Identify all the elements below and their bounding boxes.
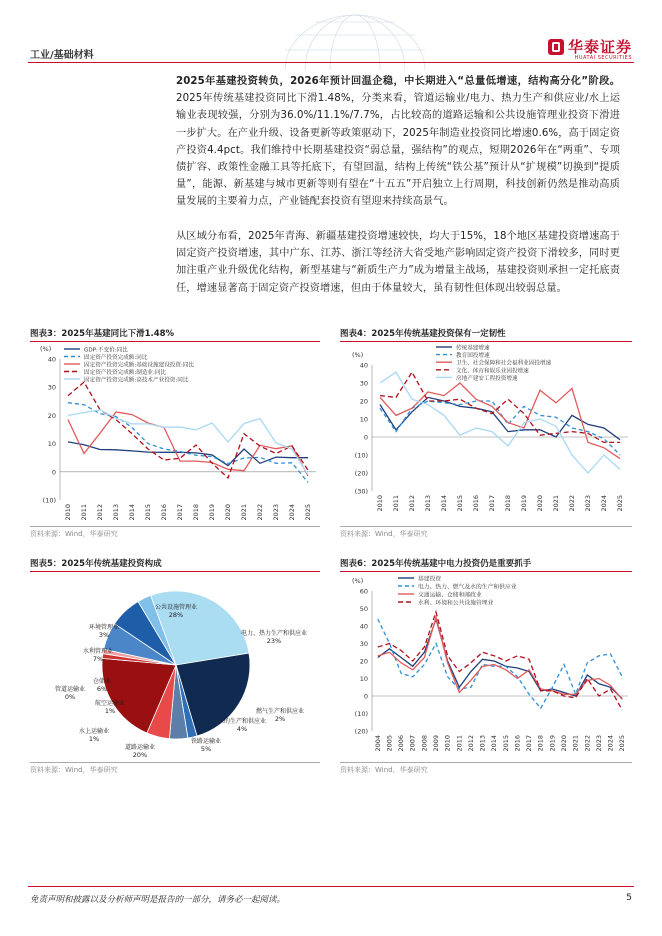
pie-label-0: 公共设施管理业	[154, 604, 198, 611]
fig6-title: 图表6：2025年传统基建中电力投资仍是重要抓手	[340, 559, 532, 569]
legend-label-3: 文化、体育和娱乐业固投增速	[456, 368, 529, 375]
y-tick-label: 10	[359, 675, 368, 683]
y-tick-label: 30	[47, 383, 56, 392]
x-tick-label: 2016	[160, 504, 168, 521]
series-line-3	[380, 372, 620, 442]
fig5-source: 资料来源：Wind，华泰研究	[30, 766, 118, 774]
x-tick-label: 2025	[616, 495, 624, 512]
series-line-3	[68, 382, 308, 478]
y-tick-label: 30	[359, 640, 368, 648]
fig5-rule	[30, 571, 320, 572]
brand-name-cn: 华泰证券	[567, 38, 632, 56]
section-title: 工业/基础材料	[30, 50, 94, 61]
y-tick-label: 0	[363, 433, 368, 442]
x-tick-label: 2014	[128, 504, 136, 521]
x-tick-label: 2023	[272, 504, 280, 521]
y-tick-label: 20	[359, 397, 368, 406]
x-tick-label: 2004	[373, 735, 382, 752]
brand-name-en: HUATAI SECURITIES	[574, 55, 632, 61]
legend-label-3: 固定资产投资完成额:制造业:同比	[84, 370, 167, 376]
x-tick-label: 2012	[408, 495, 416, 512]
pie-pct-6: 1%	[88, 735, 100, 743]
fig5-title: 图表5：2025年传统基建投资构成	[30, 559, 162, 569]
x-tick-label: 2015	[501, 735, 510, 752]
x-tick-label: 2012	[96, 504, 104, 521]
x-tick-label: 2010	[376, 495, 384, 512]
pie-pct-8: 0%	[64, 693, 76, 701]
legend-label-0: GDP:不变价:同比	[84, 347, 128, 354]
y-tick-label: 40	[47, 355, 56, 364]
footer-rule	[28, 886, 634, 887]
legend-label-2: 卫生、社会保障和社会福利业固投增速	[456, 360, 552, 367]
x-tick-label: 2020	[560, 735, 568, 752]
pie-pct-10: 7%	[92, 655, 104, 663]
pie-label-7: 航空运输业	[94, 700, 126, 707]
x-tick-label: 2024	[606, 735, 615, 752]
legend-label-1: 教育固投增速	[456, 353, 490, 360]
fig6-chart	[340, 573, 632, 761]
paragraph-2-body: 从区域分布看，2025年青海、新疆基建投资增速较快，均大于15%，18个地区基建投资增速高于固定资产投资增速，其中广东、江苏、浙江等经济大省受地产影响固定资产投资下滑较多，同时更加注重产业升级优化结构，新型基建与“新质生产力”成为增量主战场，基建投资则承担一定托底责任，增速显著高于固定资产投资增速，但由于体量较大，虽有韧性但体现出较弱总量。	[176, 231, 620, 294]
x-tick-label: 2010	[443, 735, 452, 752]
header-rule	[28, 62, 634, 63]
pie-label-11: 环境管理业	[88, 624, 120, 631]
legend-label-0: 传统基建增速	[456, 345, 490, 352]
globe-watermark	[270, 10, 440, 70]
pie-pct-4: 5%	[200, 745, 212, 753]
x-tick-label: 2020	[536, 495, 544, 512]
x-tick-label: 2017	[488, 495, 496, 512]
x-tick-label: 2007	[408, 735, 417, 752]
pie-label-3: 水的生产和供应业	[217, 718, 267, 725]
fig4-rule	[340, 341, 632, 342]
x-tick-label: 2011	[455, 735, 464, 752]
x-tick-label: 2022	[583, 735, 592, 752]
y-tick-label: (10)	[354, 451, 368, 460]
legend-label-4: 房地产建安工程投资增速	[456, 375, 518, 382]
x-tick-label: 2006	[397, 735, 406, 752]
x-tick-label: 2024	[600, 495, 608, 512]
legend-label-2: 固定资产投资完成额:基础设施建设投资:同比	[84, 362, 195, 369]
x-tick-label: 2019	[520, 495, 528, 512]
x-tick-label: 2023	[584, 495, 592, 512]
x-tick-label: 2005	[385, 735, 394, 752]
y-tick-label: (20)	[354, 469, 368, 478]
x-tick-label: 2017	[176, 504, 184, 521]
huatai-logo-icon	[548, 39, 564, 55]
y-tick-label: (30)	[354, 487, 368, 496]
x-tick-label: 2013	[424, 495, 432, 512]
y-axis-unit: (%)	[352, 351, 364, 359]
pie-pct-7: 1%	[104, 707, 116, 715]
pie-pct-0: 28%	[168, 611, 184, 619]
y-tick-label: 60	[359, 587, 368, 596]
x-tick-label: 2022	[256, 504, 264, 521]
pie-pct-2: 2%	[274, 715, 286, 723]
disclaimer-note: 免责声明和披露以及分析师声明是报告的一部分，请务必一起阅读。	[30, 895, 286, 905]
pie-pct-5: 20%	[132, 751, 148, 759]
y-tick-label: 50	[359, 605, 368, 613]
legend-label-1: 固定资产投资完成额:同比	[84, 355, 148, 361]
y-tick-label: 40	[359, 361, 368, 370]
x-tick-label: 2019	[208, 504, 216, 521]
legend-label-0: 基建投资	[418, 576, 442, 583]
pie-label-2: 燃气生产和供应业	[255, 708, 305, 715]
y-tick-label: 10	[47, 440, 56, 449]
x-tick-label: 2020	[224, 504, 232, 521]
series-line-4	[68, 410, 308, 475]
x-tick-label: 2021	[571, 735, 580, 752]
legend-label-2: 交通运输、仓储和邮政业	[418, 592, 482, 599]
y-tick-label: 10	[359, 415, 368, 424]
x-tick-label: 2022	[568, 495, 576, 512]
pie-label-8: 管道运输业	[54, 686, 86, 693]
fig3-rule	[30, 341, 320, 342]
x-tick-label: 2024	[288, 504, 296, 521]
y-tick-label: 30	[359, 379, 368, 388]
pie-label-9: 仓储业	[92, 678, 112, 685]
x-tick-label: 2015	[144, 504, 152, 521]
pie-pct-9: 6%	[96, 685, 108, 693]
paragraph-1	[176, 73, 620, 211]
pie-pct-11: 3%	[98, 631, 110, 639]
x-tick-label: 2018	[192, 504, 200, 521]
x-tick-label: 2009	[432, 735, 440, 752]
paragraph-1-body: 2025年传统基建投资同比下滑1.48%，分类来看，管道运输业/电力、热力生产和供应业/水上运输业表现较强，分别为36.0%/11.1%/7.7%，占比较高的道路运输和公共设施管理业投资下滑进一步扩大。在产业升级、设备更新等政策驱动下，2025年制造业投资同比增速0.6%，高于固定资产投资4.4pct。我们维持中长期基建投资“弱总量，强结构”的观点，短期2026年在“两重”、专项债扩容、政策性金融工具等托底下，有望回温，结构上传统“铁公基”预计从“扩规模”切换到“提质量”，能源、新基建与城市更新等则有望在“十五五”开启独立上行周期，科技创新仍然是推动高质量发展的主要着力点，产业链配套投资有望迎来持续高景气。	[176, 93, 620, 208]
pie-label-6: 水上运输业	[78, 728, 110, 735]
x-tick-label: 2011	[392, 495, 400, 512]
x-tick-label: 2016	[472, 495, 480, 512]
x-tick-label: 2016	[513, 735, 522, 752]
fig3-source: 资料来源：Wind，华泰研究	[30, 530, 118, 538]
x-tick-label: 2013	[112, 504, 120, 521]
fig3-chart	[30, 343, 320, 523]
fig3-title: 图表3：2025年基建同比下滑1.48%	[30, 329, 175, 339]
x-tick-label: 2011	[80, 504, 88, 521]
y-tick-label: 20	[47, 411, 56, 420]
fig5-chart	[30, 573, 320, 761]
y-tick-label: 0	[363, 692, 368, 701]
x-tick-label: 2010	[64, 504, 72, 521]
x-tick-label: 2014	[490, 735, 499, 752]
x-tick-label: 2014	[440, 495, 448, 512]
fig4-chart	[340, 343, 632, 523]
paragraph-2	[176, 228, 620, 297]
x-tick-label: 2025	[304, 504, 312, 521]
y-axis-unit: (%)	[40, 345, 52, 353]
brand-logo	[548, 36, 632, 57]
x-tick-label: 2021	[552, 495, 560, 512]
fig6-source: 资料来源：Wind，华泰研究	[340, 766, 428, 774]
x-tick-label: 2021	[240, 504, 248, 521]
pie-label-10: 水利管理业	[82, 648, 114, 655]
series-line-2	[68, 412, 308, 476]
x-tick-label: 2025	[618, 735, 627, 752]
y-tick-label: 40	[359, 622, 368, 631]
y-tick-label: (20)	[354, 727, 368, 736]
y-tick-label: (10)	[354, 710, 368, 718]
pie-pct-3: 4%	[236, 725, 248, 733]
pie-label-1: 电力、热力生产和供应业	[240, 630, 308, 637]
y-tick-label: (10)	[42, 496, 56, 505]
x-tick-label: 2023	[594, 735, 603, 752]
pie-pct-1: 23%	[266, 637, 282, 645]
legend-label-3: 水利、环境和公共设施管理业	[418, 600, 494, 607]
series-line-1	[68, 403, 308, 483]
x-tick-label: 2013	[478, 735, 487, 752]
pie-label-4: 铁路运输业	[190, 738, 222, 745]
x-tick-label: 2008	[420, 735, 429, 752]
legend-label-4: 固定资产投资完成额:高技术产业投资:同比	[84, 377, 189, 384]
page-number: 5	[626, 893, 632, 903]
y-tick-label: 20	[359, 657, 368, 666]
y-tick-label: 0	[51, 468, 56, 477]
legend-label-1: 电力、热力、燃气及水的生产和供应业	[418, 584, 517, 591]
y-axis-unit: (%)	[352, 577, 364, 585]
x-tick-label: 2012	[466, 735, 475, 752]
x-tick-label: 2017	[525, 735, 534, 752]
fig6-rule	[340, 571, 632, 572]
x-tick-label: 2019	[548, 735, 557, 752]
pie-label-5: 道路运输业	[124, 744, 156, 751]
x-tick-label: 2018	[536, 735, 545, 752]
x-tick-label: 2018	[504, 495, 512, 512]
fig4-source: 资料来源：Wind，华泰研究	[340, 530, 428, 538]
x-tick-label: 2015	[456, 495, 464, 512]
series-line-3	[378, 612, 622, 710]
fig4-title: 图表4：2025年传统基建投资保有一定韧性	[340, 329, 506, 339]
paragraph-1-lead: 2025年基建投资转负，2026年预计回温企稳，中长期进入“总量低增速，结构高分化”阶段。	[176, 76, 620, 87]
